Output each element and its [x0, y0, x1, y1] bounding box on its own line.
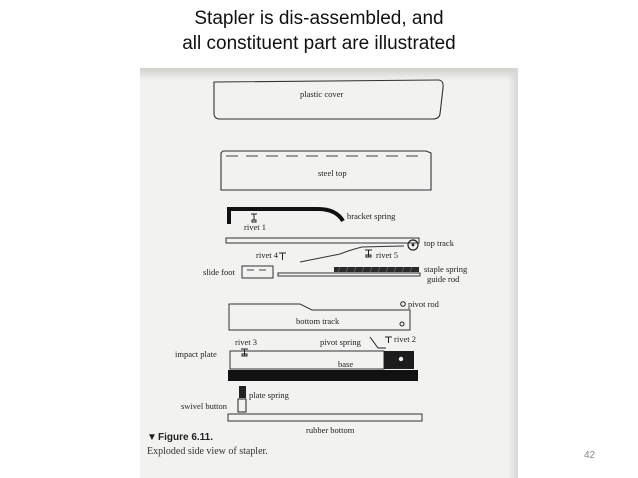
plastic-cover-label: plastic cover	[300, 89, 344, 99]
bracket-spring-label: bracket spring	[347, 211, 396, 221]
swivel-button-shape	[238, 399, 246, 412]
rivet-3-icon	[241, 349, 248, 356]
rubber-bottom-label: rubber bottom	[306, 425, 355, 435]
top-track-roller-pin	[412, 244, 415, 247]
slide-foot-label: slide foot	[203, 267, 235, 277]
figure-number: Figure 6.11.	[158, 432, 214, 443]
slide-foot-shape	[242, 266, 273, 278]
slide-title-line-1: Stapler is dis-assembled, and	[194, 8, 444, 29]
pivot-spring-label: pivot spring	[320, 337, 361, 347]
top-track-shape	[226, 238, 419, 243]
pivot-spring-shape	[370, 337, 386, 348]
top-track-label: top track	[424, 238, 454, 248]
rivet-4-icon	[279, 253, 286, 260]
guide-rod-shape	[278, 273, 420, 276]
pivot-rod-label: pivot rod	[408, 299, 439, 309]
impact-plate-shape	[228, 370, 418, 381]
rubber-bottom-shape	[228, 414, 422, 421]
slide-title-line-2: all constituent part are illustrated	[182, 33, 456, 54]
swivel-button-label: swivel button	[181, 401, 228, 411]
base-block-hole	[399, 357, 403, 361]
base-block	[384, 351, 414, 369]
rivet-5-icon	[365, 250, 372, 257]
staple-spring-label: staple spring	[424, 264, 468, 274]
plate-spring-shape	[239, 386, 246, 398]
figure-caption: Exploded side view of stapler.	[147, 446, 268, 457]
rivet-5-label: rivet 5	[376, 250, 398, 260]
plastic-cover-shape	[214, 80, 443, 119]
figure-caption-marker: ▼	[147, 432, 157, 443]
guide-rod-label: guide rod	[427, 274, 460, 284]
impact-plate-label: impact plate	[175, 349, 217, 359]
page-number: 42	[584, 450, 596, 461]
bottom-track-label: bottom track	[296, 316, 340, 326]
plate-spring-label: plate spring	[249, 390, 289, 400]
rivet-1-label: rivet 1	[244, 222, 266, 232]
rivet-2-icon	[385, 337, 392, 343]
steel-top-label: steel top	[318, 168, 347, 178]
bottom-track-hole	[400, 322, 404, 326]
rivet-1-icon	[251, 214, 257, 222]
rivet-3-label: rivet 3	[235, 337, 257, 347]
base-label: base	[338, 359, 354, 369]
rivet-2-label: rivet 2	[394, 334, 416, 344]
rivet-4-label: rivet 4	[256, 250, 278, 260]
pivot-rod-shape	[401, 302, 406, 307]
base-outline	[230, 351, 384, 369]
